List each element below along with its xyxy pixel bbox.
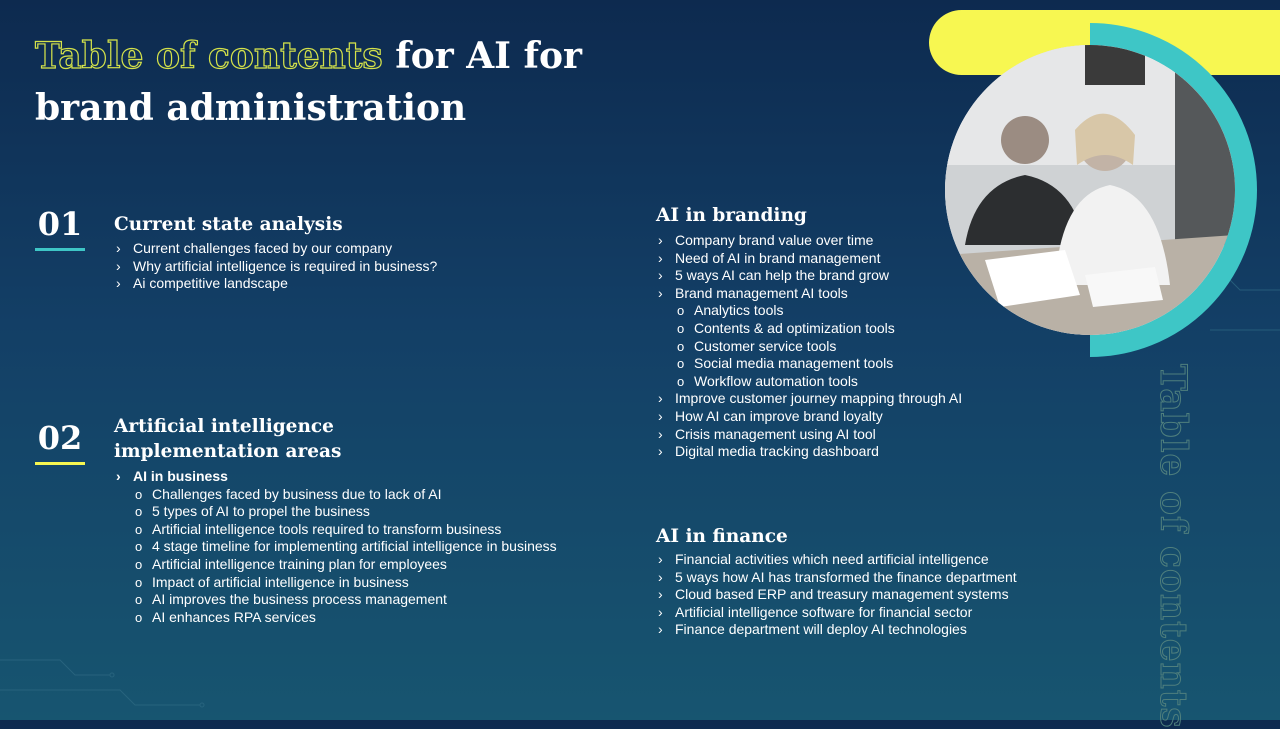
sub-list-item: o AI enhances RPA services <box>114 609 557 627</box>
list-item: › Brand management AI tools <box>656 285 962 303</box>
title-rest: for AI for brand administration <box>35 35 583 129</box>
list-item: › Crisis management using AI tool <box>656 426 962 444</box>
section-number-02: 02 <box>37 419 83 457</box>
sub-list-item: o Artificial intelligence training plan for employees <box>114 556 557 574</box>
list-item: › Why artificial intelligence is required in business? <box>114 258 437 276</box>
section-heading-ai-implementation: Artificial intelligence implementation areas <box>114 416 342 462</box>
section-list-ai-implementation <box>114 468 557 626</box>
sub-list-item: o 5 types of AI to propel the business <box>114 503 557 521</box>
section-list-current-state <box>114 240 437 293</box>
title-outlined-part: Table of contents <box>35 35 383 77</box>
section-heading-ai-finance: AI in finance <box>656 526 788 547</box>
sub-list-item: o Customer service tools <box>656 338 962 356</box>
list-item: › Company brand value over time <box>656 232 962 250</box>
list-item: › 5 ways AI can help the brand grow <box>656 267 962 285</box>
list-item: › Current challenges faced by our company <box>114 240 437 258</box>
section-heading-ai-branding: AI in branding <box>656 205 807 226</box>
list-item: › Artificial intelligence software for financial sector <box>656 604 1017 622</box>
section-list-ai-branding <box>656 232 962 461</box>
sub-list-item: o 4 stage timeline for implementing artificial intelligence in business <box>114 538 557 556</box>
sub-list-item: o Social media management tools <box>656 355 962 373</box>
list-item: › Financial activities which need artificial intelligence <box>656 551 1017 569</box>
list-item: › Ai competitive landscape <box>114 275 437 293</box>
sub-list-item: o AI improves the business process management <box>114 591 557 609</box>
section-list-ai-finance <box>656 551 1017 639</box>
section-number-underline <box>35 462 85 465</box>
list-item: › How AI can improve brand loyalty <box>656 408 962 426</box>
section-heading-current-state: Current state analysis <box>114 214 343 235</box>
list-item: › Improve customer journey mapping through AI <box>656 390 962 408</box>
section-number-underline <box>35 248 85 251</box>
sub-list-item: o Impact of artificial intelligence in business <box>114 574 557 592</box>
side-label: Table of contents <box>1152 364 1194 729</box>
sub-list-item: o Challenges faced by business due to lack of AI <box>114 486 557 504</box>
sub-list-item: o Analytics tools <box>656 302 962 320</box>
section-number-01: 01 <box>37 205 83 243</box>
sub-list-item: o Artificial intelligence tools required to transform business <box>114 521 557 539</box>
team-photo <box>945 45 1235 335</box>
sub-list-item: o Contents & ad optimization tools <box>656 320 962 338</box>
list-item: › AI in business <box>114 468 557 486</box>
list-item: › 5 ways how AI has transformed the finance department <box>656 569 1017 587</box>
list-item: › Digital media tracking dashboard <box>656 443 962 461</box>
sub-list-item: o Workflow automation tools <box>656 373 962 391</box>
list-item: › Cloud based ERP and treasury management systems <box>656 586 1017 604</box>
list-item: › Finance department will deploy AI technologies <box>656 621 1017 639</box>
list-item: › Need of AI in brand management <box>656 250 962 268</box>
